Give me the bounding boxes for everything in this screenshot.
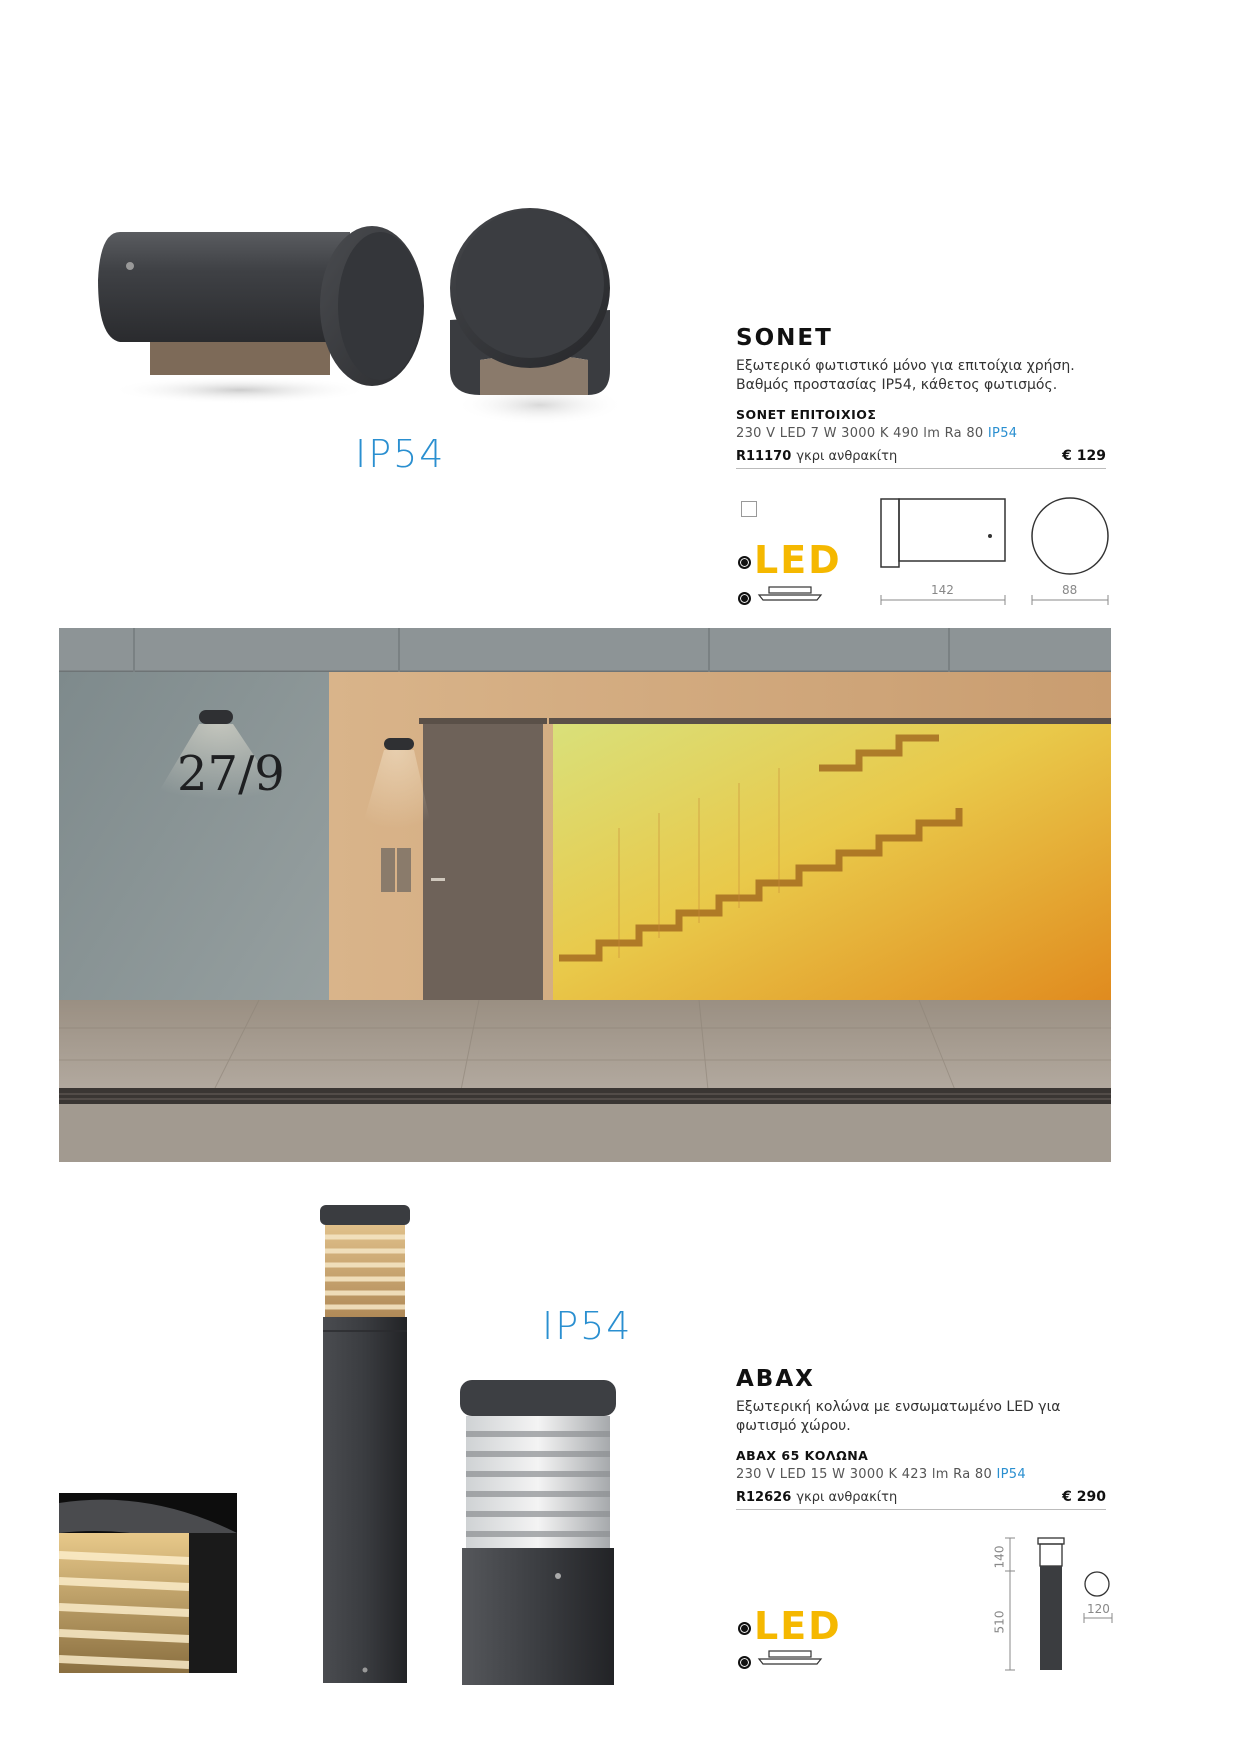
sonet-info [736,325,1106,469]
driver-icon [755,585,825,603]
driver-icon [755,1649,825,1667]
spec-values: 230 V LED 15 W 3000 K 423 lm Ra 80 [736,1467,993,1482]
sonet-ip-badge: IP54 [355,432,446,476]
abax-side-drawing [1000,1535,1070,1675]
abax-bollard-photo-close [458,1372,618,1685]
abax-diameter-dimension: 120 [1087,1602,1110,1616]
sonet-product-photo-front [440,200,630,430]
sonet-length-dimension: 142 [931,583,954,597]
abax-head-dimension: 140 [992,1545,1007,1569]
abax-info [736,1366,1106,1510]
house-number: 27/9 [177,746,285,802]
abax-height-dimension: 510 [992,1610,1007,1634]
product-price: € 129 [1062,448,1106,464]
sonet-diameter-dimension: 88 [1062,583,1078,597]
led-logo: LED [754,538,842,582]
product-description: Εξωτερικό φωτιστικό μόνο για επιτοίχια χρήση. Βαθμός προστασίας IP54, κάθετος φωτισμός. [736,358,1075,393]
spec-values: 230 V LED 7 W 3000 K 490 lm Ra 80 [736,426,984,441]
driver-bullet-icon [738,592,751,605]
abax-bollard-photo-tall [315,1205,415,1685]
variant-title: ABAX 65 ΚΟΛΩΝΑ [736,1448,869,1463]
product-color: γκρι ανθρακίτη [796,449,898,464]
led-bullet-icon [738,1622,751,1635]
product-title: SONET [736,325,833,351]
product-title: ABAX [736,1366,815,1392]
spec-ip: IP54 [987,426,1018,441]
ambient-scene-photo [59,628,1111,1162]
product-code: R12626 [736,1490,792,1505]
abax-detail-photo [59,1493,237,1673]
spec-line [736,1467,1106,1482]
spec-ip: IP54 [996,1467,1026,1482]
led-bullet-icon [738,556,751,569]
code-price-row [736,1486,1106,1510]
driver-bullet-icon [738,1656,751,1669]
variant-title: SONET ΕΠΙΤΟΙΧΙΟΣ [736,407,877,422]
led-logo: LED [754,1604,842,1648]
sonet-product-photo-side [90,220,440,420]
product-price: € 290 [1062,1489,1106,1505]
product-description: Εξωτερική κολώνα με ενσωματωμένο LED για φωτισμό χώρου. [736,1399,1061,1434]
indoor-outdoor-icon [741,501,757,517]
abax-ip-badge: IP54 [542,1304,633,1348]
product-color: γκρι ανθρακίτη [796,1490,898,1505]
code-price-row [736,445,1106,469]
product-code: R11170 [736,449,792,464]
spec-line [736,426,1106,441]
